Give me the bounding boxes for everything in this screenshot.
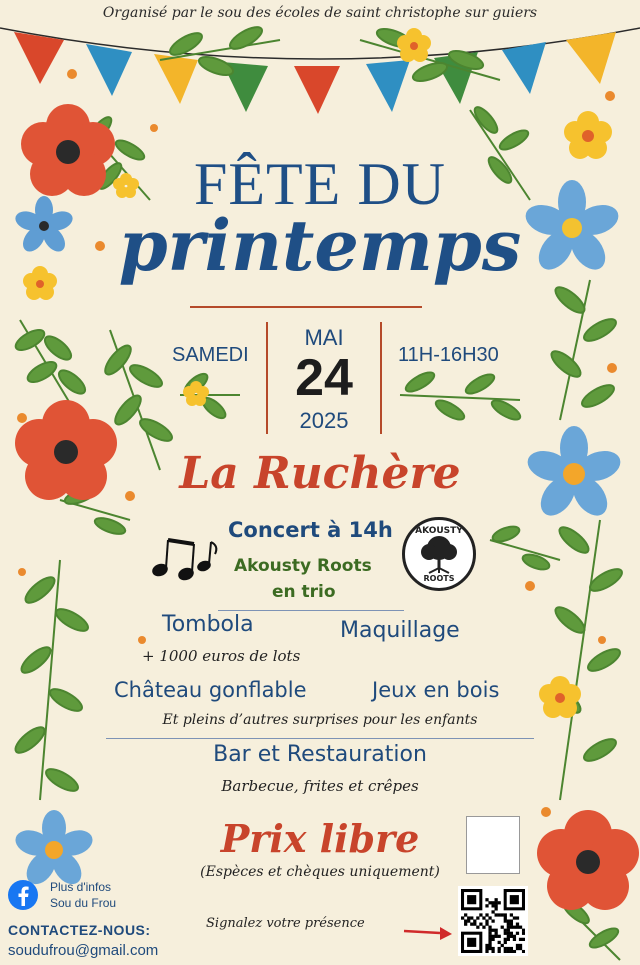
qr-code-icon — [461, 889, 525, 953]
facebook-info-line1: Plus d'infos — [50, 880, 111, 894]
organizer-text: Organisé par le sou des écoles de saint christophe sur guiers — [102, 5, 538, 21]
facebook-icon[interactable] — [8, 880, 38, 910]
contact-label: CONTACTEZ-NOUS: — [8, 922, 151, 938]
payment-note: (Espèces et chèques uniquement) — [200, 864, 440, 880]
price-label: Prix libre — [220, 816, 420, 861]
qr-code[interactable] — [458, 886, 528, 956]
section-divider-1 — [218, 610, 404, 611]
band-formation: en trio — [272, 582, 336, 602]
event-hours: 11H-16H30 — [398, 344, 499, 366]
payment-badge — [466, 816, 520, 874]
event-month: MAI — [304, 325, 344, 350]
maquillage-label: Maquillage — [340, 618, 460, 643]
date-divider-right — [380, 322, 382, 434]
leaf-branch-icon — [490, 524, 560, 573]
event-year: 2025 — [299, 408, 349, 433]
wooden-games-label: Jeux en bois — [372, 678, 500, 702]
event-day: SAMEDI — [172, 344, 249, 366]
band-logo-bottom-text: ROOTS — [423, 574, 455, 583]
tombola-prize: + 1000 euros de lots — [142, 647, 301, 665]
facebook-info-line2[interactable]: Sou du Frou — [50, 896, 117, 910]
food-text: Barbecue, frites et crêpes — [221, 777, 419, 795]
bouncy-castle-label: Château gonflable — [114, 678, 307, 702]
red-arrow-icon — [404, 927, 452, 940]
leaf-branch-icon — [400, 369, 523, 423]
band-logo — [402, 517, 476, 591]
title-line-1: FÊTE DU — [194, 151, 446, 217]
tombola-label: Tombola — [162, 612, 254, 637]
title-divider — [190, 306, 422, 308]
bar-title: Bar et Restauration — [213, 742, 427, 767]
event-date-number: 24 — [295, 349, 353, 407]
concert-label: Concert à 14h — [228, 518, 393, 542]
contact-email[interactable]: soudufrou@gmail.com — [8, 942, 159, 959]
music-notes-icon — [152, 540, 217, 581]
surprises-text: Et pleins d’autres surprises pour les enfants — [162, 712, 478, 728]
band-logo-top-text: AKOUSTY — [415, 526, 463, 536]
check-in-text: Signalez votre présence — [206, 916, 365, 931]
band-name: Akousty Roots — [234, 556, 372, 576]
title-line-2: printemps — [118, 204, 522, 287]
section-divider-2 — [106, 738, 534, 739]
leaf-branch-icon — [548, 280, 619, 420]
venue-name: La Ruchère — [179, 448, 461, 499]
